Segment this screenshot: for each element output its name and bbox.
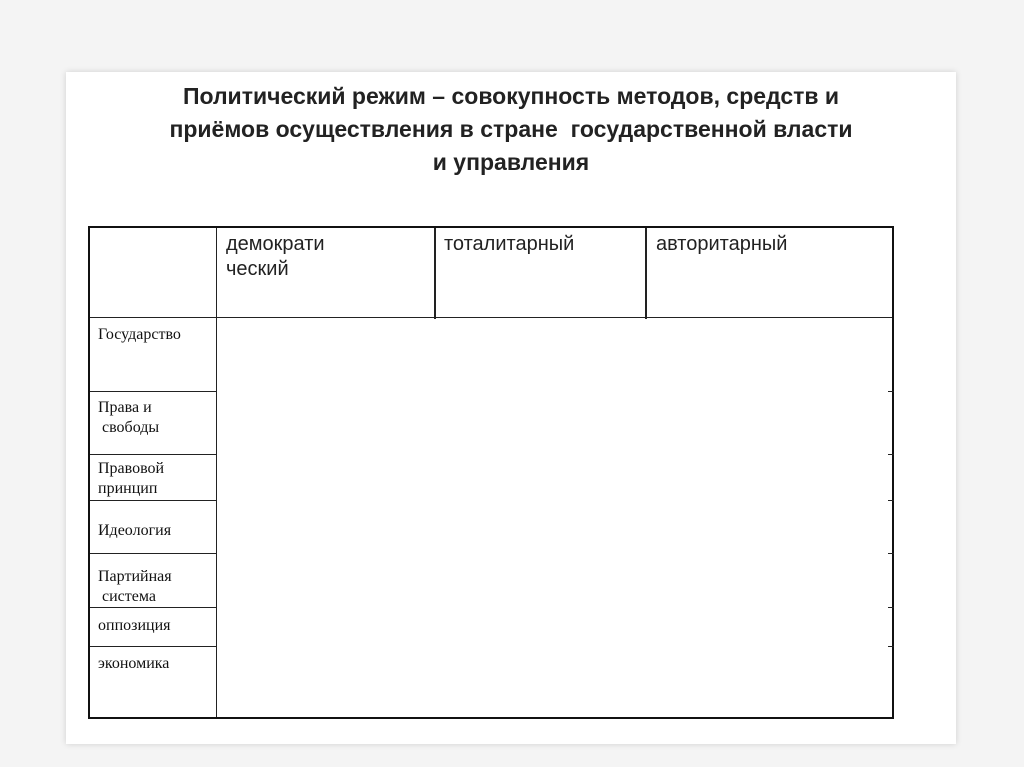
row-label-legal-principle: Правовой принцип	[98, 460, 165, 497]
row-label-economy: экономика	[98, 655, 170, 672]
header-democratic: демократи ческий	[226, 233, 325, 280]
header-divider	[90, 317, 892, 318]
row-divider	[90, 391, 217, 392]
row-tick	[888, 607, 894, 608]
row-divider	[90, 500, 217, 501]
row-tick	[888, 500, 894, 501]
row-tick	[888, 391, 894, 392]
header-totalitarian: тоталитарный	[444, 233, 575, 255]
row-divider	[90, 607, 217, 608]
column-divider-1	[216, 228, 217, 717]
title-line-2: приёмов осуществления в стране государственной власти	[169, 116, 853, 142]
slide-title	[66, 80, 956, 179]
column-divider-3	[645, 228, 647, 319]
row-label-rights: Права и свободы	[98, 399, 160, 436]
row-divider	[90, 553, 217, 554]
row-tick	[888, 454, 894, 455]
title-line-1: Политический режим – совокупность методов, средств и	[182, 83, 840, 109]
regime-table	[88, 226, 894, 719]
row-label-opposition: оппозиция	[98, 617, 171, 634]
row-divider	[90, 454, 217, 455]
row-divider	[90, 646, 217, 647]
row-label-state: Государство	[98, 326, 181, 343]
slide	[66, 72, 956, 744]
header-authoritarian: авторитарный	[656, 233, 788, 255]
row-label-party-system: Партийная система	[98, 568, 172, 605]
row-tick	[888, 646, 894, 647]
column-divider-2	[434, 228, 436, 319]
row-label-ideology: Идеология	[98, 522, 172, 539]
row-tick	[888, 553, 894, 554]
title-line-3: и управления	[432, 149, 590, 175]
answer-area	[218, 319, 884, 717]
